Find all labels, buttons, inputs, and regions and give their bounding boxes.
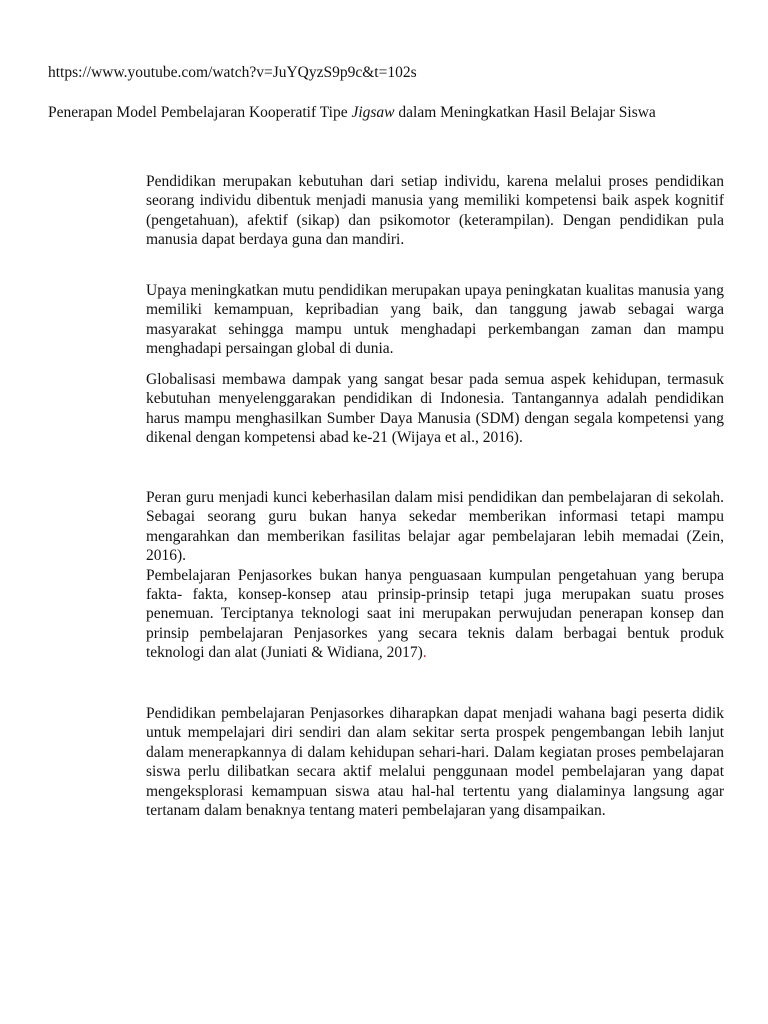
title-text-start: Penerapan Model Pembelajaran Kooperatif Tipe xyxy=(48,104,352,121)
paragraph-text: Upaya meningkatkan mutu pendidikan merupakan upaya peningkatan kualitas manusia yang memiliki kemampuan, kepribadian yang baik, dan tanggung jawab sebagai warga masyarakat sehingga mampu untuk menghadapi perkembangan zaman dan mampu menghadapi persaingan global di dunia. xyxy=(146,282,724,358)
paragraph-penjasorkes-learning xyxy=(146,566,724,663)
red-period: . xyxy=(422,644,427,662)
paragraph-text: Peran guru menjadi kunci keberhasilan dalam misi pendidikan dan pembelajaran di sekolah. Sebagai seorang guru bukan hanya sekedar memberikan informasi tetapi mampu mengarahkan dan memberikan fasilitas belajar agar pembelajaran lebih memadai (Zein, 2016). xyxy=(146,489,724,565)
title-italic-term: Jigsaw xyxy=(351,104,395,121)
paragraph-quality-improvement xyxy=(146,281,724,359)
paragraph-penjasorkes-education xyxy=(146,704,724,820)
source-url[interactable]: https://www.youtube.com/watch?v=JuYQyzS9p9c&t=102s xyxy=(48,64,417,81)
document-title xyxy=(48,103,726,123)
paragraph-teacher-role xyxy=(146,488,724,663)
paragraph-text: Globalisasi membawa dampak yang sangat besar pada semua aspek kehidupan, termasuk kebutuhan menyelenggarakan pendidikan di Indonesia. Tantangannya adalah pendidikan harus mampu menghasilkan Sumber Daya Manusia (SDM) dengan segala kompetensi yang dikenal dengan kompetensi abad ke-21 (Wijaya et al., 2016). xyxy=(146,371,724,447)
title-text-end: dalam Meningkatkan Hasil Belajar Siswa xyxy=(394,104,656,121)
paragraph-globalization xyxy=(146,370,724,448)
paragraph-text: Pendidikan merupakan kebutuhan dari setiap individu, karena melalui proses pendidikan seorang individu dibentuk menjadi manusia yang memiliki kompetensi baik aspek kognitif (pengetahuan), afektif (sikap) dan psikomotor (keterampilan). Dengan pendidikan pula manusia dapat berdaya guna dan mandiri. xyxy=(146,173,724,249)
paragraph-text: Pendidikan pembelajaran Penjasorkes diharapkan dapat menjadi wahana bagi peserta didik untuk mempelajari diri sendiri dan alam sekitar serta prospek pengembangan lebih lanjut dalam menerapkannya di dalam kehidupan sehari-hari. Dalam kegiatan proses pembelajaran siswa perlu dilibatkan secara aktif melalui penggunaan model pembelajaran yang dapat mengeksplorasi kemampuan siswa atau hal-hal tertentu yang dialaminya langsung agar tertanam dalam benaknya tentang materi pembelajaran yang disampaikan. xyxy=(146,705,724,820)
paragraph-education-need xyxy=(146,172,724,250)
paragraph-text: Pembelajaran Penjasorkes bukan hanya penguasaan kumpulan pengetahuan yang berupa fakta- fakta, konsep-konsep atau prinsip-prinsip tetapi juga merupakan suatu proses penemuan. Terciptanya teknologi saat ini merupakan perwujudan penerapan konsep dan prinsip pembelajaran Penjasorkes yang secara teknis dalam berbagai bentuk produk teknologi dan alat (Juniati & Widiana, 2017) xyxy=(146,566,724,662)
